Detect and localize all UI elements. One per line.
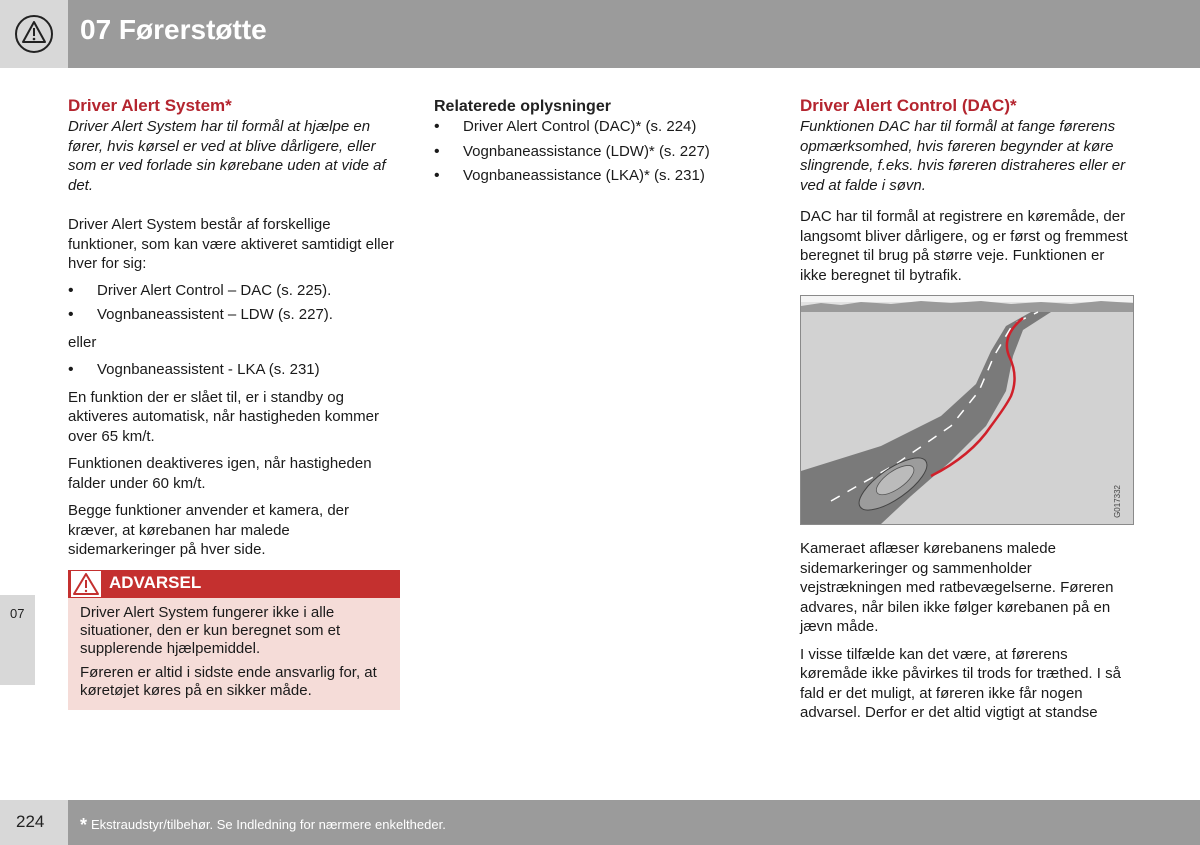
paragraph: DAC har til formål at registrere en køremåde, der langsomt bliver dårligere, og er først og fremmest beregnet til brug på større veje. Funktionen er ikke beregnet til bytrafik. bbox=[800, 208, 1128, 284]
warning-triangle-icon bbox=[14, 14, 54, 54]
column-driver-alert-system bbox=[68, 95, 400, 710]
related-heading: Relaterede oplysninger bbox=[434, 98, 611, 115]
paragraph: Begge funktioner anvender et kamera, der kræver, at kørebanen har malede sidemarkeringer på hver side. bbox=[68, 502, 350, 558]
related-link[interactable]: • Vognbaneassistance (LKA)* (s. 231) bbox=[434, 166, 764, 186]
side-tab-label: 07 bbox=[10, 606, 25, 621]
lead-paragraph: Driver Alert System har til formål at hjælpe en fører, hvis kørsel er ved at blive dårligere, eller som er ved forlade sin kørebane uden at vide af det. bbox=[68, 118, 386, 194]
intro-paragraph: Driver Alert System består af forskellige funktioner, som kan være aktiveret samtidigt eller hver for sig: bbox=[68, 216, 394, 272]
warning-header bbox=[68, 570, 400, 598]
page-number: 224 bbox=[16, 812, 45, 831]
section-heading: Driver Alert System* bbox=[68, 96, 232, 115]
chapter-title: 07 Førerstøtte bbox=[80, 14, 267, 45]
footnote bbox=[80, 815, 446, 836]
column-related-info bbox=[434, 97, 764, 194]
warning-title: ADVARSEL bbox=[109, 572, 202, 592]
related-link[interactable]: • Vognbaneassistance (LDW)* (s. 227) bbox=[434, 142, 764, 162]
warning-box bbox=[68, 570, 400, 710]
footnote-text: Ekstraudstyr/tilbehør. Se Indledning for nærmere enkeltheder. bbox=[91, 817, 446, 832]
column-driver-alert-control bbox=[800, 95, 1134, 731]
related-links-list bbox=[434, 117, 764, 186]
paragraph: Kameraet aflæser kørebanens malede sidemarkeringer og sammenholder vejstrækningen med ratbevægelserne. Føreren advares, når bilen ikke følger kørebanen på en jævn måde. bbox=[800, 540, 1114, 635]
dac-illustration bbox=[800, 295, 1134, 525]
figure-code: G017332 bbox=[1112, 485, 1122, 518]
related-link[interactable]: • Driver Alert Control (DAC)* (s. 224) bbox=[434, 117, 764, 137]
paragraph: En funktion der er slået til, er i standby og aktiveres automatisk, når hastigheden kommer over 65 km/t. bbox=[68, 388, 379, 445]
list-item: • Driver Alert Control – DAC (s. 225). bbox=[68, 281, 400, 301]
warning-triangle-icon bbox=[71, 571, 101, 597]
road-illustration bbox=[801, 296, 1133, 524]
paragraph: Funktionen deaktiveres igen, når hastigheden falder under 60 km/t. bbox=[68, 455, 372, 492]
list-item: • Vognbaneassistent – LDW (s. 227). bbox=[68, 305, 400, 325]
warning-icon-frame bbox=[71, 571, 101, 597]
warning-text: Føreren er altid i sidste ende ansvarlig for, at køretøjet køres på en sikker måde. bbox=[80, 663, 377, 699]
lead-paragraph: Funktionen DAC har til formål at fange førerens opmærksomhed, hvis føreren begynder at køre slingrende, f.eks. hvis føreren distraheres eller er ved at falde i søvn. bbox=[800, 118, 1126, 194]
asterisk-icon: * bbox=[80, 815, 88, 835]
warning-text: Driver Alert System fungerer ikke i alle situationer, den er kun beregnet som et supplerende hjælpemiddel. bbox=[80, 603, 341, 657]
list-item: • Vognbaneassistent - LKA (s. 231) bbox=[68, 360, 400, 380]
header-icon-panel bbox=[0, 0, 68, 68]
warning-body bbox=[68, 598, 400, 710]
function-list-2 bbox=[68, 360, 400, 380]
section-heading: Driver Alert Control (DAC)* bbox=[800, 96, 1017, 115]
or-text: eller bbox=[68, 333, 97, 351]
paragraph: I visse tilfælde kan det være, at førerens køremåde ikke påvirkes til trods for træthed. I så fald er det muligt, at føreren ikke får nogen advarsel. Derfor er det altid vigtigt at standse bbox=[800, 645, 1121, 721]
function-list bbox=[68, 281, 400, 325]
